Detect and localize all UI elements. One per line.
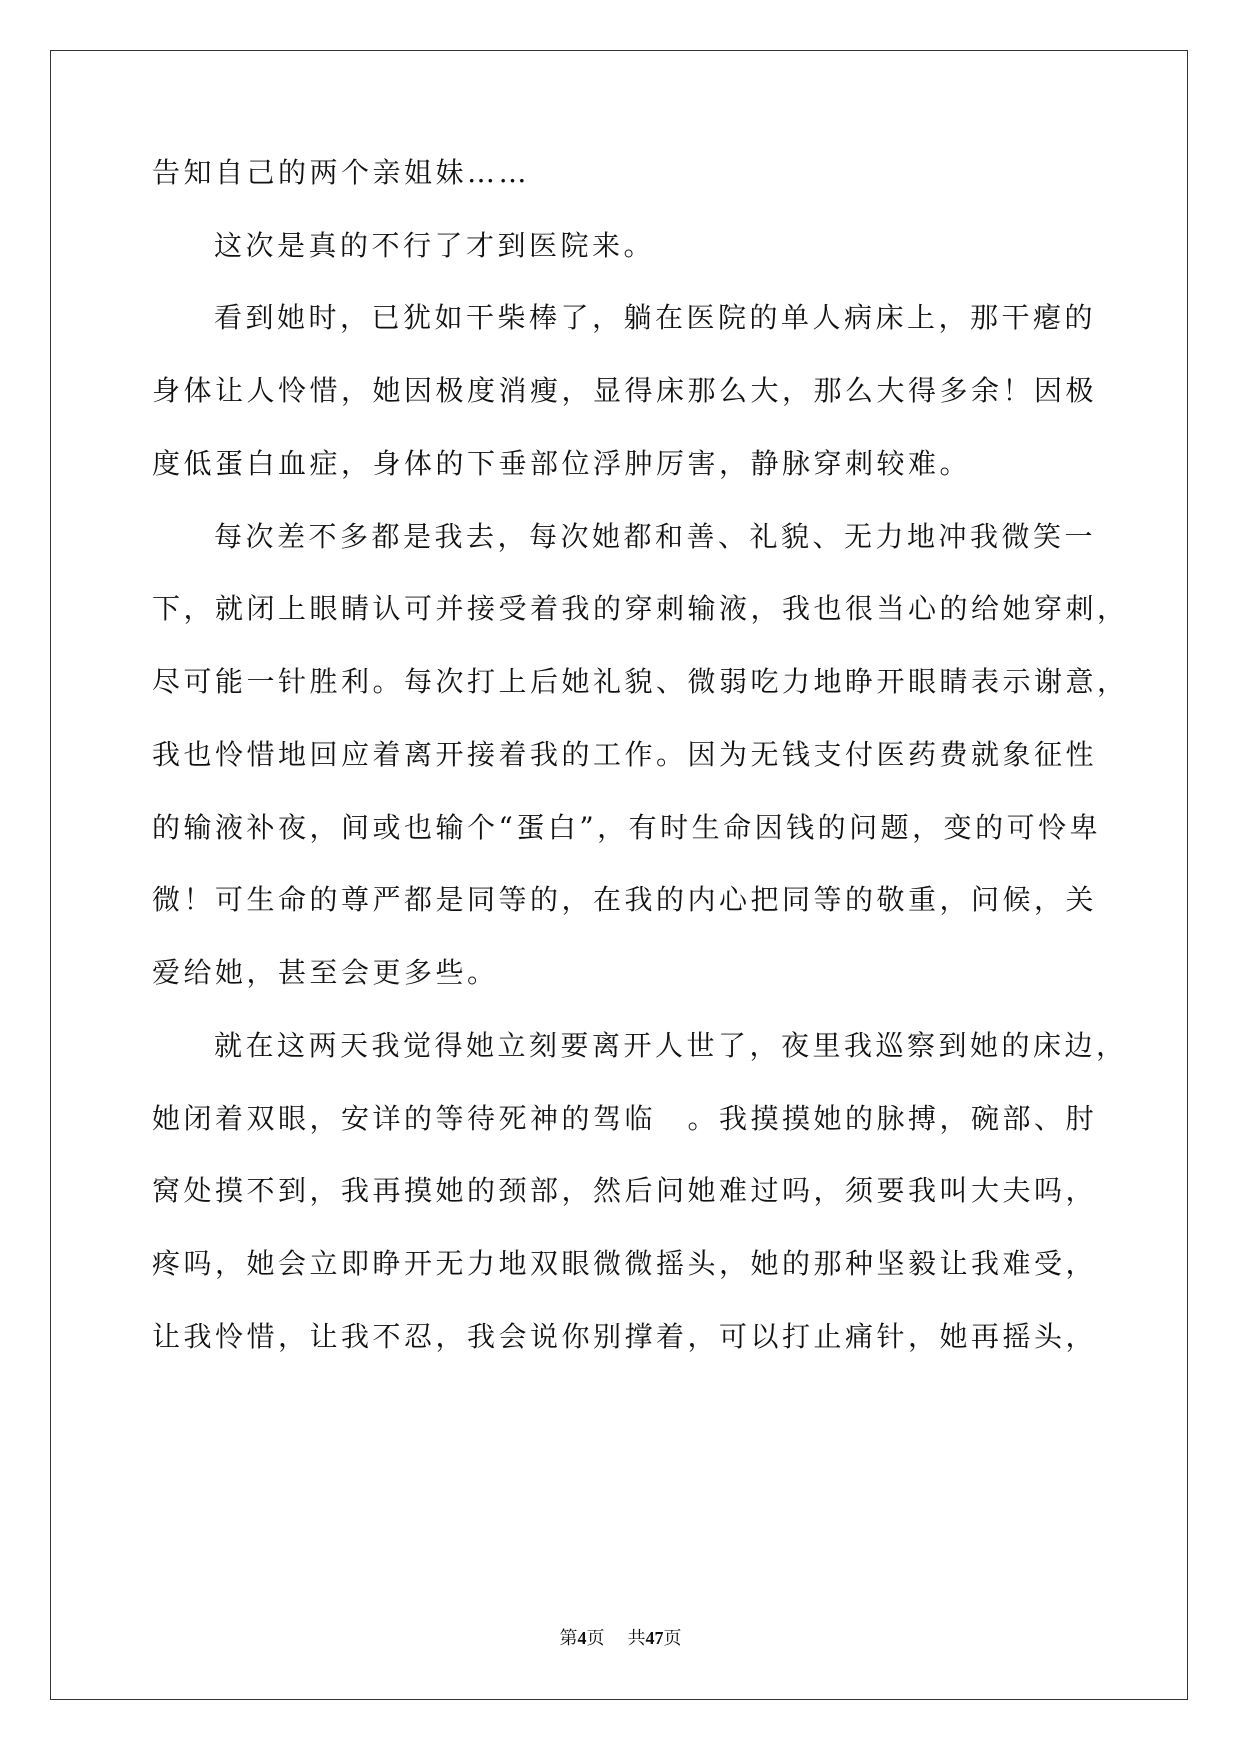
body-text-line: 疼吗，她会立即睁开无力地双眼微微摇头，她的那种坚毅让我难受， xyxy=(152,1247,1098,1280)
page-prefix: 第 xyxy=(559,1628,578,1649)
body-text-line: 我也怜惜地回应着离开接着我的工作。因为无钱支付医药费就象征性 xyxy=(152,738,1098,771)
paragraph-start-line: 就在这两天我觉得她立刻要离开人世了，夜里我巡察到她的床边， xyxy=(214,1029,1128,1062)
total-suffix: 页 xyxy=(663,1628,682,1649)
page-suffix: 页 xyxy=(586,1628,605,1649)
total-prefix: 共 xyxy=(627,1628,646,1649)
body-text-line: 窝处摸不到，我再摸她的颈部，然后问她难过吗，须要我叫大夫吗， xyxy=(152,1174,1098,1207)
body-text-line: 的输液补夜，间或也输个“蛋白”，有时生命因钱的问题，变的可怜卑 xyxy=(152,811,1102,844)
body-text-line: 告知自己的两个亲姐妹…… xyxy=(152,156,531,189)
paragraph-start-line: 看到她时，已犹如干柴棒了，躺在医院的单人病床上，那干瘪的 xyxy=(214,301,1097,334)
body-text-line: 度低蛋白血症，身体的下垂部位浮肿厉害，静脉穿刺较难。 xyxy=(152,447,972,480)
body-text-line: 微！可生命的尊严都是同等的，在我的内心把同等的敬重，问候，关 xyxy=(152,883,1098,916)
body-text-line: 下，就闭上眼睛认可并接受着我的穿刺输液，我也很当心的给她穿刺， xyxy=(152,592,1129,625)
body-text-line: 她闭着双眼，安详的等待死神的驾临 。我摸摸她的脉搏，碗部、肘 xyxy=(152,1102,1098,1135)
page-number: 4 xyxy=(577,1628,587,1648)
body-text-line: 让我怜惜，让我不忍，我会说你别撑着，可以打止痛针，她再摇头， xyxy=(152,1320,1098,1353)
body-text-line: 尽可能一针胜利。每次打上后她礼貌、微弱吃力地睁开眼睛表示谢意， xyxy=(152,665,1129,698)
body-text-line: 身体让人怜惜，她因极度消瘦，显得床那么大，那么大得多余！因极 xyxy=(152,374,1098,407)
paragraph-start-line: 这次是真的不行了才到医院来。 xyxy=(214,229,656,262)
body-text-line: 爱给她，甚至会更多些。 xyxy=(152,956,499,989)
total-pages: 47 xyxy=(645,1628,664,1648)
paragraph-start-line: 每次差不多都是我去，每次她都和善、礼貌、无力地冲我微笑一 xyxy=(214,520,1097,553)
page-footer xyxy=(0,1626,1241,1651)
